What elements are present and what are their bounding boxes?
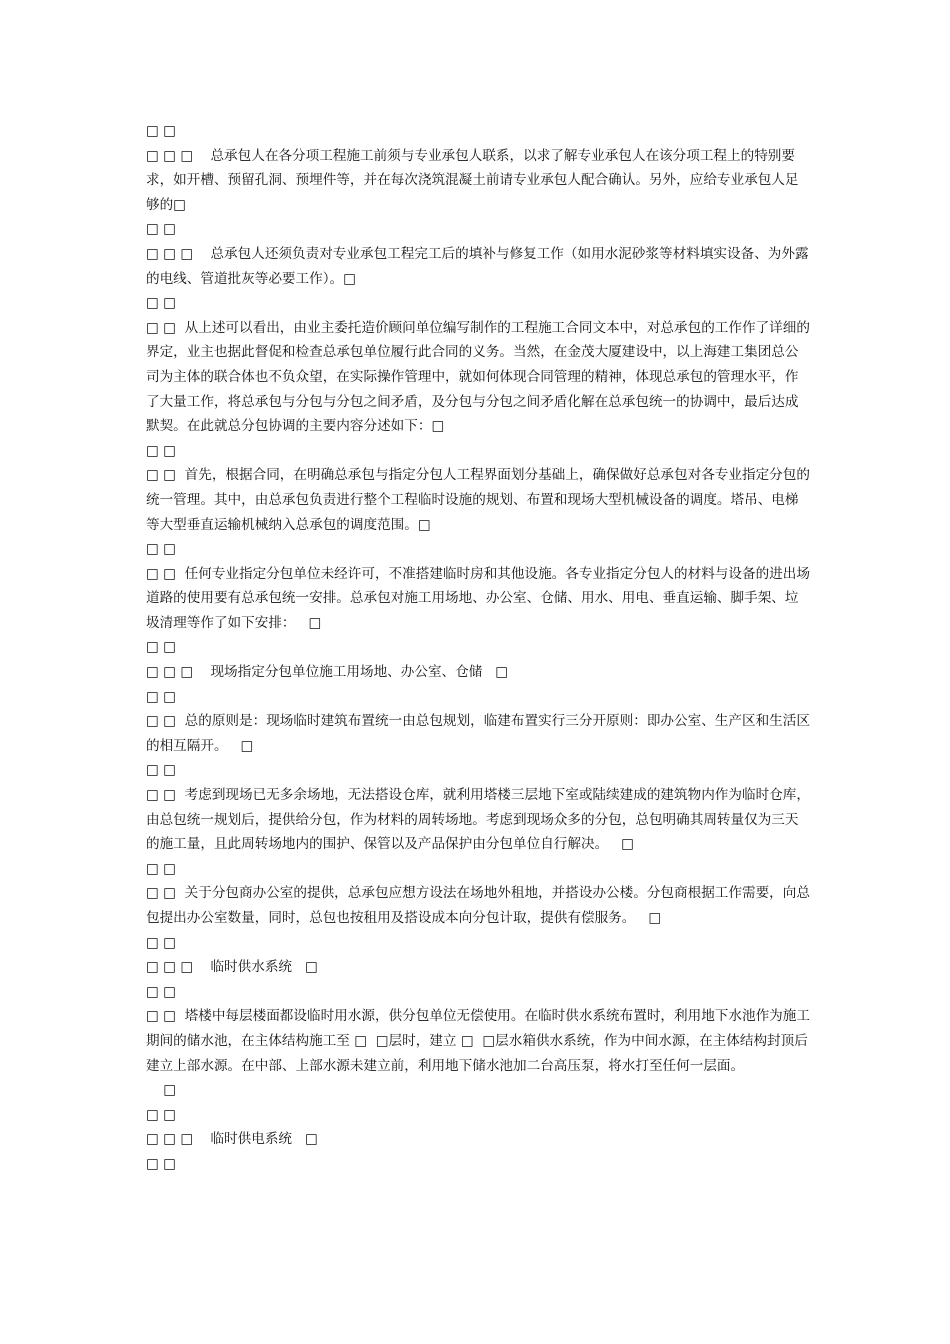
document-body [146,119,810,1177]
paragraph: □ □ 任何专业指定分包单位未经许可，不准搭建临时房和其他设施。各专业指定分包人的材料与设备的进出场道路的使用要有总承包统一安排。总承包对施工用场地、办公室、仓储、用水、用电、垂直运输、脚手架、垃圾清理等作了如下安排： □ [146,565,810,631]
text-line: □ □ [146,688,177,705]
text-line: □ □ [146,123,177,139]
text-line: □ □ [146,1106,177,1123]
paragraph: □ □ □ 总承包人在各分项工程施工前须与专业承包人联系，以求了解专业承包人在该分项工程上的特别要求，如开槽、预留孔洞、预埋件等，并在每次浇筑混凝土前请专业承包人配合确认。另外，应给专业承包人足够的□ [146,147,799,213]
text-line: □ [146,1082,177,1099]
text-line: □ □ [146,762,177,779]
text-line: □ □ [146,442,177,459]
text-line: □ □ [146,983,177,1000]
paragraph: □ □ 考虑到现场已无多余场地，无法搭设仓库，就利用塔楼三层地下室或陆续建成的建筑物内作为临时仓库，由总包统一规划后，提供给分包，作为材料的周转场地。考虑到现场众多的分包，总包明确其周转量仅为三天的施工量，且此周转场地内的围护、保管以及产品保护由分包单位自行解决。 □ [146,787,810,853]
text-line: □ □ [146,541,177,558]
section-heading: □ □ □ 临时供电系统 □ [146,1131,318,1148]
paragraph: □ □ □ 总承包人还须负责对专业承包工程完工后的填补与修复工作（如用水泥砂浆等材料填实设备、为外露的电线、管道批灰等必要工作）。□ [146,245,809,287]
text-line: □ □ [146,860,177,877]
text-line: □ □ [146,1155,177,1172]
paragraph: □ □ 关于分包商办公室的提供，总承包应想方设法在场地外租地，并搭设办公楼。分包商根据工作需要，向总包提出办公室数量，同时，总包也按租用及搭设成本向分包计取，提供有偿服务。 □ [146,885,810,926]
paragraph: □ □ 首先，根据合同，在明确总承包与指定分包人工程界面划分基础上，确保做好总承包对各专业指定分包的统一管理。其中，由总承包负责进行整个工程临时设施的规划、布置和现场大型机械设备的调度。塔吊、电梯等大型垂直运输机械纳入总承包的调度范围。□ [146,467,810,533]
text-line: □ □ [146,295,177,312]
paragraph: □ □ 总的原则是：现场临时建筑布置统一由总包规划，临建布置实行三分开原则：即办公室、生产区和生活区的相互隔开。 □ [146,713,810,754]
text-line: □ □ [146,221,177,238]
text-line: □ □ [146,639,177,656]
paragraph: □ □ 从上述可以看出，由业主委托造价顾问单位编写制作的工程施工合同文本中，对总承包的工作作了详细的界定，业主也据此督促和检查总承包单位履行此合同的义务。当然，在金茂大厦建设中，以上海建工集团总公司为主体的联合体也不负众望，在实际操作管理中，就如何体现合同管理的精神，体现总承包的管理水平，作了大量工作，将总承包与分包与分包之间矛盾，及分包与分包之间矛盾化解在总承包统一的协调中，最后达成默契。在此就总分包协调的主要内容分述如下：□ [146,319,810,435]
text-line: □ □ [146,934,177,951]
section-heading: □ □ □ 临时供水系统 □ [146,959,318,976]
section-heading: □ □ □ 现场指定分包单位施工用场地、办公室、仓储 □ [146,664,509,681]
paragraph: □ □ 塔楼中每层楼面都设临时用水源，供分包单位无偿使用。在临时供水系统布置时，利用地下水池作为施工期间的储水池，在主体结构施工至 □ □层时，建立 □ □层水箱供水系统，作为中间水源，在主体结构封顶后建立上部水源。在中部、上部水源未建立前，利用地下储水池加二台高压泵，将水打至任何一层面。 [146,1008,810,1074]
